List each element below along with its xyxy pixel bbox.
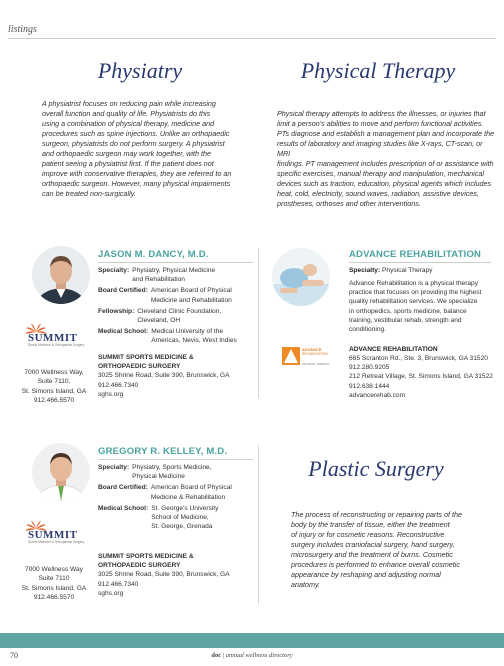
description-line: improve with conservative therapies, they are referred to an bbox=[42, 169, 232, 178]
column-divider bbox=[258, 445, 259, 605]
description-line: quality rehabilitation services. We specialize bbox=[349, 298, 478, 306]
description-line: The process of reconstructing or repairing parts of the bbox=[291, 510, 462, 519]
advance-logo-icon bbox=[282, 347, 300, 365]
physiatry-description bbox=[42, 99, 252, 199]
credential-value-line: Physiatry, Physical Medicine bbox=[132, 267, 216, 274]
description-line: limit a person's abilities to move and perform functional activities. bbox=[277, 119, 484, 128]
website-link[interactable]: sghs.org bbox=[98, 390, 124, 398]
address-line: Suite 7110, bbox=[37, 378, 71, 386]
credential-value-line: American Board of Physical bbox=[150, 287, 232, 295]
physiatry-title: Physiatry bbox=[97, 58, 183, 83]
credential-row bbox=[98, 266, 256, 284]
footer-subtitle: annual wellness directory bbox=[225, 652, 293, 659]
specialty-label: Specialty: bbox=[349, 267, 381, 274]
credential-row bbox=[98, 307, 256, 325]
footer-caption bbox=[0, 652, 504, 659]
description-line: procedures is performed to enhance overall cosmetic bbox=[291, 560, 460, 569]
description-line: devices such as traction, education, physical agents which includes bbox=[277, 179, 492, 188]
doctor-name-kelley: GREGORY R. KELLEY, M.D. bbox=[98, 446, 228, 457]
description-line: of injury or for cosmetic reasons. Reconstructive bbox=[291, 530, 445, 539]
doctor-photo-kelley bbox=[32, 443, 90, 501]
description-line: findings. PT management includes prescription of or assistance with bbox=[277, 159, 494, 168]
description-line: surgery includes craniofacial surgery, hand surgery, bbox=[291, 540, 455, 549]
address-line: 665 Scranton Rd., Ste. 3, Brunswick, GA 31520 bbox=[349, 355, 488, 362]
credential-label: Board Certified: bbox=[98, 287, 148, 295]
website-link[interactable]: sghs.org bbox=[98, 589, 124, 597]
description-line: in orthopedics, sports medicine, balance bbox=[349, 307, 467, 315]
description-line: conditioning. bbox=[349, 326, 387, 334]
practice-address-line: 912.466.7340 bbox=[98, 580, 139, 588]
advance-logo-line2: REHABILITATION bbox=[302, 352, 328, 356]
advance-specialty bbox=[349, 266, 499, 275]
credential-value-line: Cleveland Clinic Foundation, bbox=[137, 307, 222, 315]
advance-rehab-photo bbox=[272, 248, 330, 306]
kelley-left-address bbox=[18, 565, 90, 603]
practice-name-line: SUMMIT SPORTS MEDICINE & bbox=[98, 553, 194, 560]
credential-value-line: Americas, Nevis, West Indies bbox=[151, 337, 237, 345]
address-line: Suite 7110 bbox=[38, 575, 70, 583]
credential-value bbox=[137, 307, 221, 325]
physical-therapy-description bbox=[277, 109, 497, 209]
description-line: specific exercises, manual therapy and manipulation, mechanical bbox=[277, 169, 484, 178]
address-line: St. Simons Island, GA bbox=[21, 387, 87, 395]
address-line: 912.638.1444 bbox=[349, 382, 390, 390]
credential-row bbox=[98, 463, 256, 481]
description-line: overall function and quality of life. Physiatrists do this bbox=[42, 109, 211, 118]
description-line: training, vestibular rehab, strength and bbox=[349, 316, 462, 324]
description-line: Physical therapy attempts to address the illnesses, or injuries that bbox=[277, 109, 486, 118]
credential-value-line: and Rehabilitation bbox=[132, 276, 185, 284]
description-line: appearance by reshaping and adjusting normal bbox=[291, 570, 441, 579]
address-line: St. Simons Island, GA bbox=[21, 584, 87, 592]
credential-row bbox=[98, 504, 256, 532]
description-line: anatomy. bbox=[291, 580, 321, 589]
therapy-image bbox=[272, 248, 330, 306]
description-line: can be treated non-surgically. bbox=[42, 189, 136, 198]
advance-org-label bbox=[349, 345, 499, 354]
credential-value-line: School of Medicine, bbox=[151, 514, 209, 522]
credential-value bbox=[132, 463, 211, 481]
description-line: microsurgery and the treatment of burns. Cosmetic bbox=[291, 550, 453, 559]
section-tag: listings bbox=[8, 24, 37, 35]
credential-row bbox=[98, 286, 256, 304]
credential-row bbox=[98, 327, 256, 345]
summit-logo-tagline: Sports Medicine & Orthopaedic Surgery bbox=[28, 540, 85, 544]
dancy-practice-info bbox=[98, 353, 256, 399]
address-line: 912.280.9205 bbox=[349, 364, 390, 372]
credential-value bbox=[151, 286, 232, 304]
credential-value bbox=[132, 266, 215, 284]
portrait-image bbox=[32, 443, 90, 501]
summit-logo bbox=[22, 322, 85, 348]
address-line: 912.466.5570 bbox=[33, 397, 75, 405]
summit-logo-word: SUMMIT bbox=[28, 332, 78, 344]
description-line: patient seeing a physiatrist first. If the patient does not bbox=[42, 159, 214, 168]
credential-label: Board Certified: bbox=[98, 484, 148, 492]
credential-label: Specialty: bbox=[98, 464, 130, 471]
advance-logo-line3: PHYSICAL THERAPY bbox=[302, 362, 330, 366]
advance-logo-line1: ADVANCE bbox=[302, 347, 322, 352]
description-line: A physiatrist focuses on reducing pain while increasing bbox=[42, 99, 216, 108]
name-underline bbox=[98, 459, 253, 460]
doctor-photo-dancy bbox=[32, 246, 90, 304]
practice-address-line: 3025 Shrine Road, Suite 390, Brunswick, GA bbox=[98, 372, 230, 380]
credential-value-line: Physiatry, Sports Medicine, bbox=[132, 464, 212, 471]
practice-address-line: 912.466.7340 bbox=[98, 381, 139, 389]
credential-value bbox=[151, 483, 232, 501]
address-line: 7000 Wellness Way bbox=[25, 566, 83, 573]
credential-label: Medical School: bbox=[98, 328, 149, 336]
summit-logo bbox=[22, 519, 85, 545]
credential-value-line: Medicine and Rehabilitation bbox=[150, 296, 232, 304]
name-underline bbox=[349, 262, 491, 263]
specialty-value: Physical Therapy bbox=[382, 267, 433, 274]
description-line: orthopaedic surgeon. However, many physical impairments bbox=[42, 179, 231, 188]
dancy-left-address bbox=[18, 368, 90, 406]
address-line: 212 Retreat Village, St. Simons Island, GA 31522 bbox=[349, 373, 493, 381]
practice-name-advance: ADVANCE REHABILITATION bbox=[349, 249, 482, 260]
description-line: prostheses, orthoses and other interventions. bbox=[277, 199, 421, 208]
practice-address-line: 3025 Shrine Road, Suite 390, Brunswick, GA bbox=[98, 571, 230, 579]
dancy-credentials bbox=[98, 266, 256, 348]
credential-value-line: Medical University of the bbox=[151, 328, 224, 336]
credential-label: Medical School: bbox=[98, 504, 149, 512]
description-line: and orthopaedic surgeon may work together, with the bbox=[42, 149, 212, 158]
credential-value bbox=[151, 327, 237, 345]
description-line: surgeon, physiatrists do not perform surgery. A physiatrist bbox=[42, 139, 225, 148]
credential-label: Specialty: bbox=[98, 267, 130, 274]
description-line: heat, cold, electricity, sound waves, radiation, assistive devices, bbox=[277, 189, 480, 198]
footer-separator: | bbox=[221, 652, 226, 659]
practice-name-line: SUMMIT SPORTS MEDICINE & bbox=[98, 354, 194, 361]
credential-value bbox=[151, 504, 218, 532]
kelley-credentials bbox=[98, 463, 256, 533]
advance-rehab-logo bbox=[282, 345, 332, 371]
description-line: procedures such as spine injections. Unlike an orthopaedic bbox=[42, 129, 230, 138]
credential-label: Fellowship: bbox=[98, 307, 135, 315]
credential-value-line: American Board of Physical bbox=[150, 484, 232, 492]
doctor-name-dancy: JASON M. DANCY, M.D. bbox=[98, 249, 209, 260]
practice-name-line: ORTHOPAEDIC SURGERY bbox=[98, 363, 181, 371]
column-divider bbox=[258, 248, 259, 398]
plastic-surgery-description bbox=[291, 510, 487, 590]
description-line: PTs diagnose and establish a management plan and incorporate the bbox=[277, 129, 495, 138]
name-underline bbox=[98, 262, 253, 263]
address-line: 7000 Wellness Way, bbox=[24, 369, 84, 376]
credential-value-line: Physical Medicine bbox=[132, 473, 185, 481]
summit-logo-tagline: Sports Medicine & Orthopaedic Surgery bbox=[28, 343, 85, 347]
advance-address bbox=[349, 354, 501, 400]
description-line: results of laboratory and imaging studies like X-rays, CT-scan, or MRI bbox=[277, 139, 483, 158]
footer-brand: doc bbox=[211, 652, 222, 659]
physical-therapy-title: Physical Therapy bbox=[300, 58, 456, 83]
credential-value-line: St. George's University bbox=[151, 504, 219, 512]
advance-org-name: ADVANCE REHABILITATION bbox=[349, 346, 438, 353]
credential-row bbox=[98, 483, 256, 501]
kelley-practice-info bbox=[98, 552, 256, 598]
plastic-surgery-title: Plastic Surgery bbox=[308, 456, 444, 481]
advance-description bbox=[349, 279, 499, 334]
address-line: 912.466.5570 bbox=[33, 594, 75, 602]
summit-logo-word: SUMMIT bbox=[28, 529, 78, 541]
practice-name-line: ORTHOPAEDIC SURGERY bbox=[98, 562, 181, 570]
description-line: using a combination of physical therapy, medicine and bbox=[42, 119, 215, 128]
portrait-image bbox=[32, 246, 90, 304]
footer-bar bbox=[0, 633, 504, 648]
credential-value-line: Cleveland, OH bbox=[137, 317, 181, 325]
description-line: body by the transfer of tissue, either the treatment bbox=[291, 520, 450, 529]
credential-value-line: Medicine & Rehabilitation bbox=[150, 493, 226, 501]
page-number: 70 bbox=[10, 651, 18, 660]
description-line: practice that focuses on providing the highest bbox=[349, 289, 482, 297]
header-divider bbox=[8, 38, 496, 39]
address-line: advancerehab.com bbox=[349, 391, 406, 399]
description-line: Advance Rehabilitation is a physical therapy bbox=[349, 280, 479, 287]
credential-value-line: St. George, Grenada bbox=[151, 523, 213, 531]
